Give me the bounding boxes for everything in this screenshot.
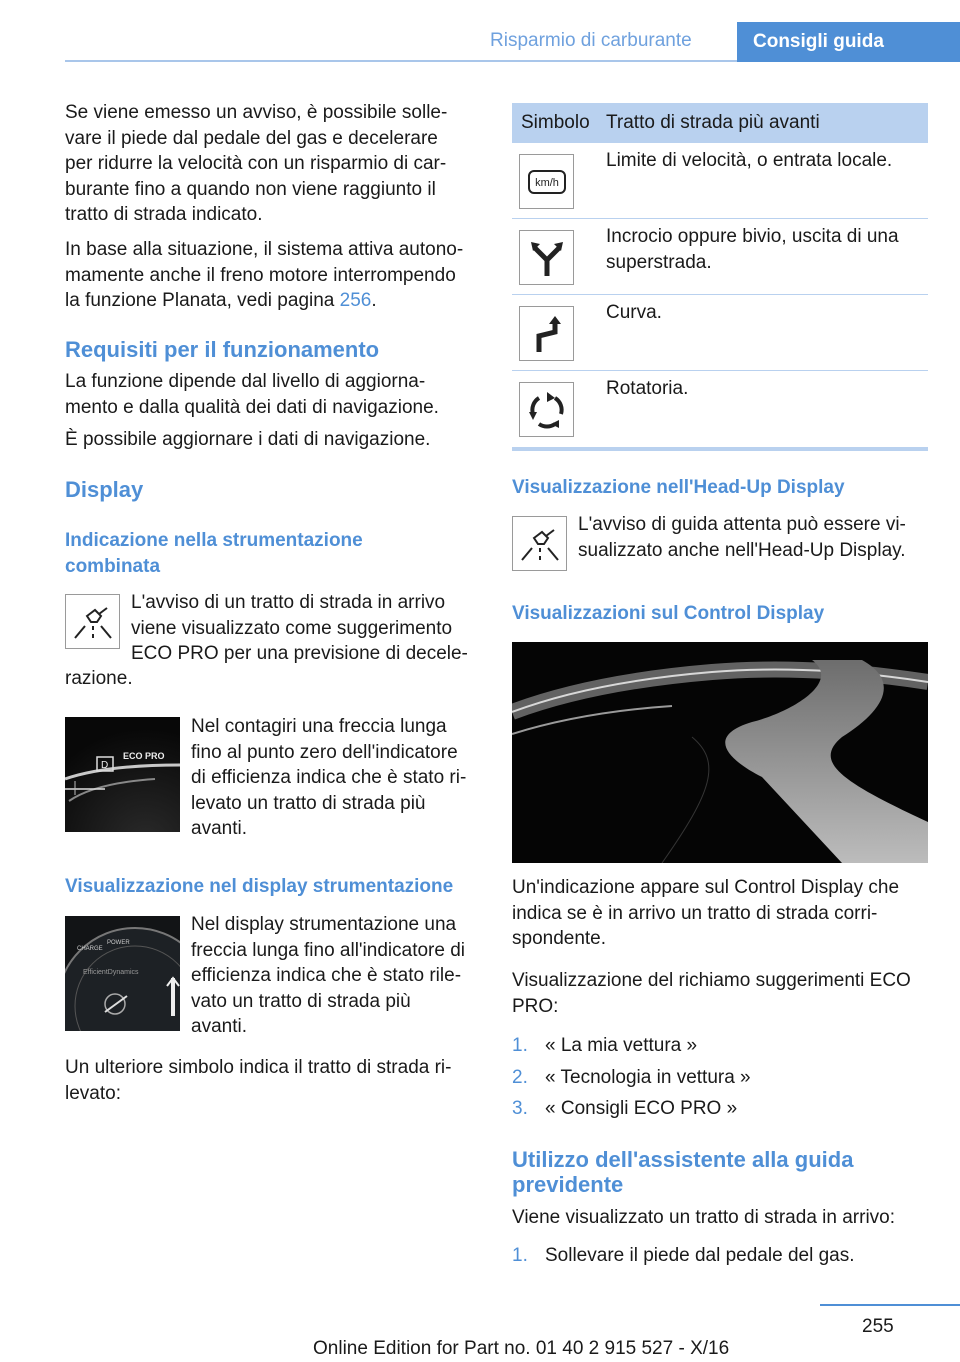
list-text: « La mia vettura » xyxy=(545,1035,698,1056)
eco-warning-icon xyxy=(65,594,120,649)
table-cell-symbol xyxy=(512,219,606,294)
menu-path-list xyxy=(512,1033,932,1122)
list-item xyxy=(512,1243,932,1269)
table-row xyxy=(512,371,928,447)
paragraph-update: È possibile aggiornare i dati di navigazione. xyxy=(65,429,431,450)
paragraph-cluster: Nel display strumentazione una freccia lunga fino all'indicatore di efficienza indica che è stato rile- vato un tratto di strada più avanti. xyxy=(191,914,466,1037)
page-number: 255 xyxy=(862,1316,894,1337)
speed-limit-icon xyxy=(519,154,574,209)
paragraph-symbol-intro: Un ulteriore simbolo indica il tratto di strada ri- levato: xyxy=(65,1057,452,1104)
tachometer-image xyxy=(65,717,180,832)
junction-icon xyxy=(519,230,574,285)
steps-list xyxy=(512,1243,932,1269)
list-item xyxy=(512,1033,932,1059)
list-text: « Consigli ECO PRO » xyxy=(545,1098,738,1119)
list-number: 1. xyxy=(512,1035,528,1056)
paragraph-hud: L'avviso di guida attenta può essere vi- sualizzato anche nell'Head-Up Display. xyxy=(578,514,906,561)
page-link[interactable]: 256 xyxy=(339,290,372,311)
table-header-description: Tratto di strada più avanti xyxy=(606,112,820,133)
heading-display: Display xyxy=(65,477,144,502)
paragraph-warning: Se viene emesso un avviso, è possibile solle- vare il piede dal pedale del gas e decelerare per ridurre la velocità con un risparmio di car- burante fino a quando non viene raggiunto il tratto di strada indicato. xyxy=(65,102,448,225)
paragraph-tachometer: Nel contagiri una freccia lunga fino al punto zero dell'indicatore di efficienza indica che è stato ri- levato un tratto di strada più avanti. xyxy=(191,716,467,839)
heading-hud: Visualizzazione nell'Head-Up Display xyxy=(512,477,845,498)
heading-indicazione: Indicazione nella strumentazione combinata xyxy=(65,530,363,577)
paragraph-eco-suggestion-end: razione. xyxy=(65,668,133,689)
heading-utilizzo: Utilizzo dell'assistente alla guida previdente xyxy=(512,1147,854,1197)
symbol-table xyxy=(512,103,928,451)
control-display-road-image xyxy=(512,642,928,863)
list-item xyxy=(512,1065,932,1091)
header-rule xyxy=(65,60,737,62)
table-cell-symbol xyxy=(512,295,606,370)
table-cell-symbol xyxy=(512,143,606,218)
paragraph-control-display: Un'indicazione appare sul Control Display che indica se è in arrivo un tratto di strada corri- spondente. xyxy=(512,877,900,949)
table-header xyxy=(512,103,928,143)
table-cell-symbol xyxy=(512,371,606,447)
paragraph-text: In base alla situazione, il sistema attiva autono- mamente anche il freno motore interrompendo la funzione Planata, vedi pagina xyxy=(65,239,464,311)
roundabout-icon xyxy=(519,382,574,437)
table-row xyxy=(512,219,928,295)
header-chapter-tab: Consigli guida xyxy=(737,22,960,62)
table-bottom-rule xyxy=(512,447,928,451)
heading-requisiti: Requisiti per il funzionamento xyxy=(65,337,380,362)
table-cell-text: Rotatoria. xyxy=(606,378,689,399)
table-cell-text: Curva. xyxy=(606,302,662,323)
heading-control-display: Visualizzazioni sul Control Display xyxy=(512,603,825,624)
speed-limit-icon-text: km/h xyxy=(534,176,559,189)
footer-rule xyxy=(820,1304,960,1306)
cluster-label-charge: CHARGE xyxy=(77,946,103,952)
table-row xyxy=(512,295,928,371)
hud-warning-icon xyxy=(512,516,567,571)
eco-pro-label: ECO PRO xyxy=(123,751,165,761)
paragraph-utilizzo: Viene visualizzato un tratto di strada in arrivo: xyxy=(512,1207,896,1228)
gear-indicator: D xyxy=(101,760,109,771)
table-cell-text: Incrocio oppure bivio, uscita di una superstrada. xyxy=(606,226,899,273)
list-text: Sollevare il piede dal pedale del gas. xyxy=(545,1245,855,1266)
table-header-symbol: Simbolo xyxy=(521,112,590,133)
paragraph-engine-brake xyxy=(65,237,485,314)
cluster-label-power: POWER xyxy=(107,940,130,946)
footer-edition: Online Edition for Part no. 01 40 2 915 527 - X/16 xyxy=(313,1338,730,1359)
heading-visual-display: Visualizzazione nel display strumentazione xyxy=(65,876,454,897)
list-number: 1. xyxy=(512,1245,528,1266)
table-row xyxy=(512,143,928,219)
table-cell-text: Limite di velocità, o entrata locale. xyxy=(606,150,893,171)
instrument-cluster-image xyxy=(65,916,180,1031)
list-text: « Tecnologia in vettura » xyxy=(545,1066,751,1088)
list-number: 2. xyxy=(512,1066,528,1088)
paragraph-eco-suggestion: L'avviso di un tratto di strada in arrivo viene visualizzato come suggerimento ECO PRO per una previsione di decele- xyxy=(131,592,468,664)
list-number: 3. xyxy=(512,1098,528,1119)
paragraph-requisiti: La funzione dipende dal livello di aggiorna- mento e dalla qualità dei dati di navigazione. xyxy=(65,371,439,418)
curve-icon xyxy=(519,306,574,361)
paragraph-richiamo: Visualizzazione del richiamo suggerimenti ECO PRO: xyxy=(512,970,911,1017)
paragraph-text-end: . xyxy=(371,290,377,311)
cluster-label-efficient: EfficientDynamics xyxy=(83,969,139,976)
header-section-title: Risparmio di carburante xyxy=(490,30,692,51)
list-item xyxy=(512,1096,932,1122)
